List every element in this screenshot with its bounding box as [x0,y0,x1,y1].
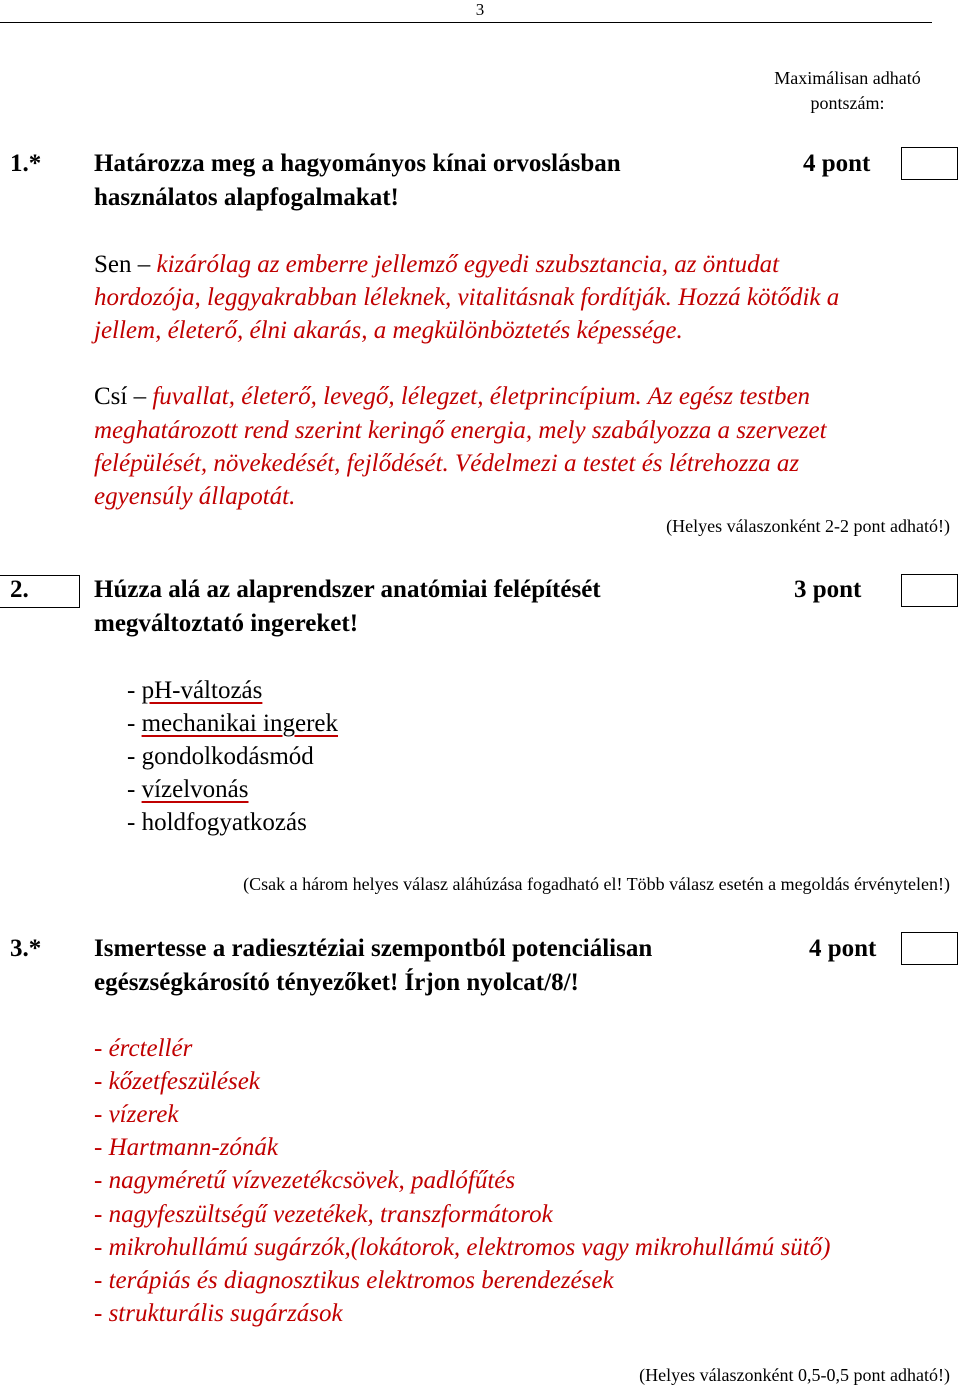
q2-points: 3 pont [794,576,862,603]
q2-option-dash: - [127,809,142,836]
q3-answer-6: - nagyfeszültségű vezetékek, transzformátorok [94,1201,553,1228]
q1-title-line1: Határozza meg a hagyományos kínai orvoslásban [94,150,621,177]
q3-answer-7: - mikrohullámú sugárzók,(lokátorok, elektromos vagy mikrohullámú sütő) [94,1234,831,1261]
header-rule [0,22,932,23]
q2-option-1[interactable] [127,677,262,705]
q2-option-text: vízelvonás [141,776,249,803]
q2-number: 2. [10,576,29,603]
q1-csi-term: Csí [94,383,128,410]
q1-csi-answer-3b: Védelmezi a testet és létrehozza az [448,450,800,477]
max-points-label: Maximálisan adható pontszám: [774,68,921,113]
q3-number: 3.* [10,935,42,962]
q1-sen-dash: – [131,251,157,278]
q1-number: 1.* [10,150,42,177]
q1-sen-line1 [94,251,779,279]
q1-csi-dash: – [127,383,153,410]
q1-sen-line3: jellem, életerő, élni akarás, a megkülönböztetés képessége. [94,317,683,344]
q1-sen-line2 [94,284,839,312]
q1-sen-answer-2a: hordozója, leggyakrabban léleknek, vitalitásnak fordítják. [94,284,672,311]
q1-points: 4 pont [803,150,871,177]
q3-answer-8: - terápiás és diagnosztikus elektromos berendezések [94,1267,614,1294]
q2-option-dash: - [127,677,142,704]
q3-answer-2: - kőzetfeszülések [94,1068,260,1095]
q2-option-3[interactable] [127,743,314,771]
q1-sen-term: Sen [94,251,132,278]
q2-option-text: holdfogyatkozás [141,809,307,836]
q1-title-line2: használatos alapfogalmakat! [94,184,399,211]
q2-option-text: gondolkodásmód [141,743,314,770]
q3-answer-4: - Hartmann-zónák [94,1134,279,1161]
q3-score-box[interactable] [901,932,958,965]
q2-option-4[interactable] [127,776,249,804]
q3-points: 4 pont [809,935,877,962]
q3-answer-3: - vízerek [94,1101,179,1128]
q2-score-box[interactable] [901,574,958,607]
q1-sen-answer-2b: Hozzá kötődik a [671,284,840,311]
q3-title-line1: Ismertesse a radiesztéziai szempontból potenciálisan [94,935,653,962]
page-number: 3 [475,0,485,19]
q2-option-dash: - [127,743,142,770]
q3-answer-1: - érctellér [94,1035,193,1062]
q2-option-2[interactable] [127,710,338,738]
q1-sen-answer-1: kizárólag az emberre jellemző egyedi szubsztancia, az öntudat [156,251,780,278]
q2-option-dash: - [127,776,142,803]
q1-csi-answer-1a: fuvallat, életerő, levegő, lélegzet, életprincípium. [152,383,642,410]
q2-option-text: pH-változás [141,677,263,704]
q1-csi-line2: meghatározott rend szerint keringő energia, mely szabályozza a szervezet [94,417,827,444]
q2-option-5[interactable] [127,809,307,837]
q1-csi-line4: egyensúly állapotát. [94,483,296,510]
q3-answer-5: - nagyméretű vízvezetékcsövek, padlófűtés [94,1167,516,1194]
q1-csi-answer-1b: Az egész testben [641,383,811,410]
q1-csi-line3 [94,450,799,478]
q1-score-box[interactable] [901,147,958,180]
q1-csi-answer-3a: felépülését, növekedését, fejlődését. [94,450,449,477]
q1-csi-line1 [94,383,810,411]
q2-title-line1: Húzza alá az alaprendszer anatómiai felépítését [94,576,601,603]
q3-answer-9: - strukturális sugárzások [94,1300,343,1327]
q3-scoring-note: (Helyes válaszonként 0,5-0,5 pont adható!) [639,1365,950,1385]
q2-scoring-note: (Csak a három helyes válasz aláhúzása fogadható el! Több válasz esetén a megoldás érvénytelen!) [243,874,950,894]
q2-option-text: mechanikai ingerek [141,710,339,737]
q1-scoring-note: (Helyes válaszonként 2-2 pont adható!) [666,516,950,536]
q2-title-line2: megváltoztató ingereket! [94,610,359,637]
q3-title-line2: egészségkárosító tényezőket! Írjon nyolcat/8/! [94,969,579,996]
q2-option-dash: - [127,710,142,737]
